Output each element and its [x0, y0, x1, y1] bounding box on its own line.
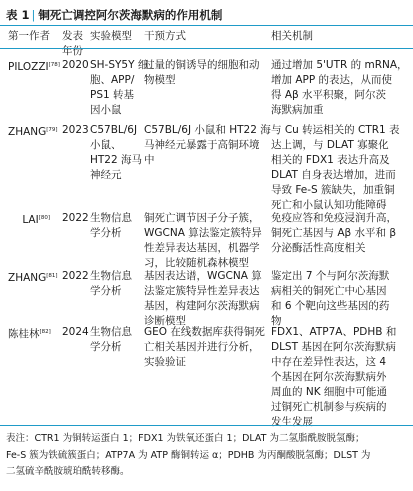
row-2-author: LAI[80]: [22, 214, 50, 226]
header-mechanism: 相关机制: [271, 30, 313, 42]
bottom-rule: [0, 425, 413, 426]
row-0-intervention: 过量的铜诱导的细胞和动 物模型: [144, 59, 260, 86]
row-0-author: PILOZZI[78]: [8, 61, 60, 73]
row-2-model: 生物信息 学分析: [90, 212, 132, 239]
row-3-mechanism: 鉴定出 7 个与阿尔茨海默 病相关的铜死亡中心基因 和 6 个靶向这些基因的药 物: [271, 270, 390, 327]
row-3-model: 生物信息 学分析: [90, 270, 132, 297]
row-4-author: 陈桂林[82]: [8, 328, 51, 340]
row-1-intervention: C57BL/6J 小鼠和 HT22 海 马神经元暴露于高铜环境 中: [144, 124, 271, 166]
row-4-year: 2024: [62, 326, 89, 338]
header-intervention: 干预方式: [144, 30, 186, 42]
table-title: [6, 8, 407, 22]
header-model: 实验模型: [90, 30, 132, 42]
table-number: 表 1: [6, 8, 30, 22]
header-year: 发表 年份: [62, 30, 83, 57]
row-1-model: C57BL/6J 小鼠、 HT22 海马 神经元: [90, 124, 143, 181]
table-title-text: 铜死亡调控阿尔茨海默病的作用机制: [38, 8, 223, 22]
row-1-mechanism: 与 Cu 转运相关的 CTR1 表 达上调，与 DLAT 寡聚化 相关的 FDX1 表达升高及 DLAT 自身表达增加，进而 导致 Fe-S 簇缺失，加重铜 死亡和小鼠认知功能障碍: [271, 124, 400, 211]
row-0-model: SH-SY5Y 细 胞、APP/ PS1 转基 因小鼠: [90, 59, 149, 116]
row-4-model: 生物信息 学分析: [90, 326, 132, 353]
row-2-mechanism: 免疫应答和免疫浸润升高， 铜死亡基因与 Aβ 水平和 β 分泌酶活性高度相关: [271, 212, 397, 254]
row-1-year: 2023: [62, 124, 89, 136]
row-0-mechanism: 通过增加 5'UTR 的 mRNA， 增加 APP 的表达，从而使 得 Aβ 水平积聚，阿尔茨 海默病加重: [271, 59, 408, 116]
row-3-intervention: 基因表达谱，WGCNA 算 法鉴定簇特异性差异表达 基因，构建阿尔茨海默病 诊断模型: [144, 270, 262, 327]
row-4-mechanism: FDX1、ATP7A、PDHB 和 DLST 基因在阿尔茨海默病 中存在差异性表达，这 4 个基因在阿尔茨海默病外 周血的 NK 细胞中可能通 过铜死亡机制参与疾病的 发生发展: [271, 326, 397, 428]
row-2-year: 2022: [62, 212, 89, 224]
header-author: 第一作者: [8, 30, 50, 42]
title-separator: |: [31, 8, 36, 22]
row-3-author: ZHANG[81]: [8, 272, 58, 284]
table-note: 表注：CTR1 为铜转运蛋白 1；FDX1 为铁氧还蛋白 1；DLAT 为二氢脂酰胺脱氢酶； Fe-S 簇为铁硫簇蛋白；ATP7A 为 ATP 酶铜转运 α；PDHB 为丙酮酸脱氢酶；DLST 为 二氢硫辛酰胺琥珀酰转移酶。: [6, 433, 371, 477]
row-0-year: 2020: [62, 59, 89, 71]
row-4-intervention: GEO 在线数据库获得铜死 亡相关基因并进行分析， 实验验证: [144, 326, 265, 368]
top-rule: [0, 25, 413, 26]
header-rule: [0, 48, 413, 49]
row-3-year: 2022: [62, 270, 89, 282]
row-1-author: ZHANG[79]: [8, 126, 58, 138]
row-2-intervention: 铜死亡调节因子分子簇， WGCNA 算法鉴定簇特异 性差异表达基因，机器学 习，比较随机森林模型: [144, 212, 262, 269]
